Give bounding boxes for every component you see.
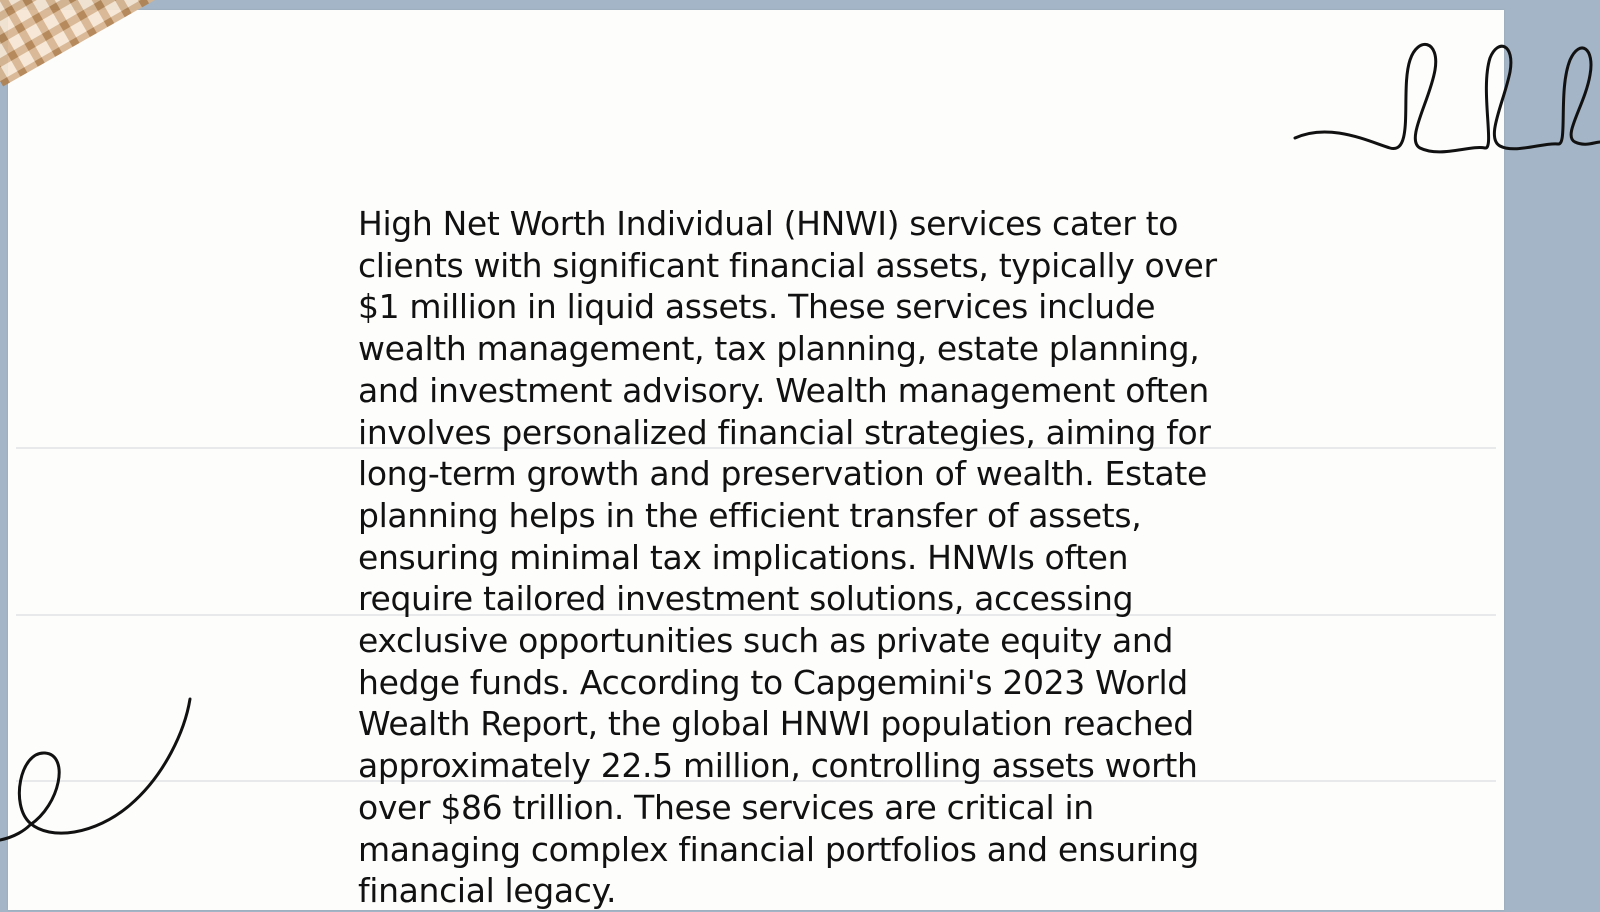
swirl-flourish-icon (0, 695, 200, 855)
loop-squiggle-icon (1290, 30, 1600, 160)
body-paragraph: High Net Worth Individual (HNWI) services cater to clients with significant financial assets, typically over $1 million in liquid assets. These services include wealth management, tax planning, estate planning, and investment advisory. Wealth management often involves personalized financial strategies, aiming for long-term growth and preservation of wealth. Estate planning helps in the efficient transfer of assets, ensuring minimal tax implications. HNWIs often require tailored investment solutions, accessing exclusive opportunities such as private equity and hedge funds. According to Capgemini's 2023 World Wealth Report, the global HNWI population reached approximately 22.5 million, controlling assets worth over $86 trillion. These services are critical in managing complex financial portfolios and ensuring financial legacy. (358, 204, 1217, 911)
